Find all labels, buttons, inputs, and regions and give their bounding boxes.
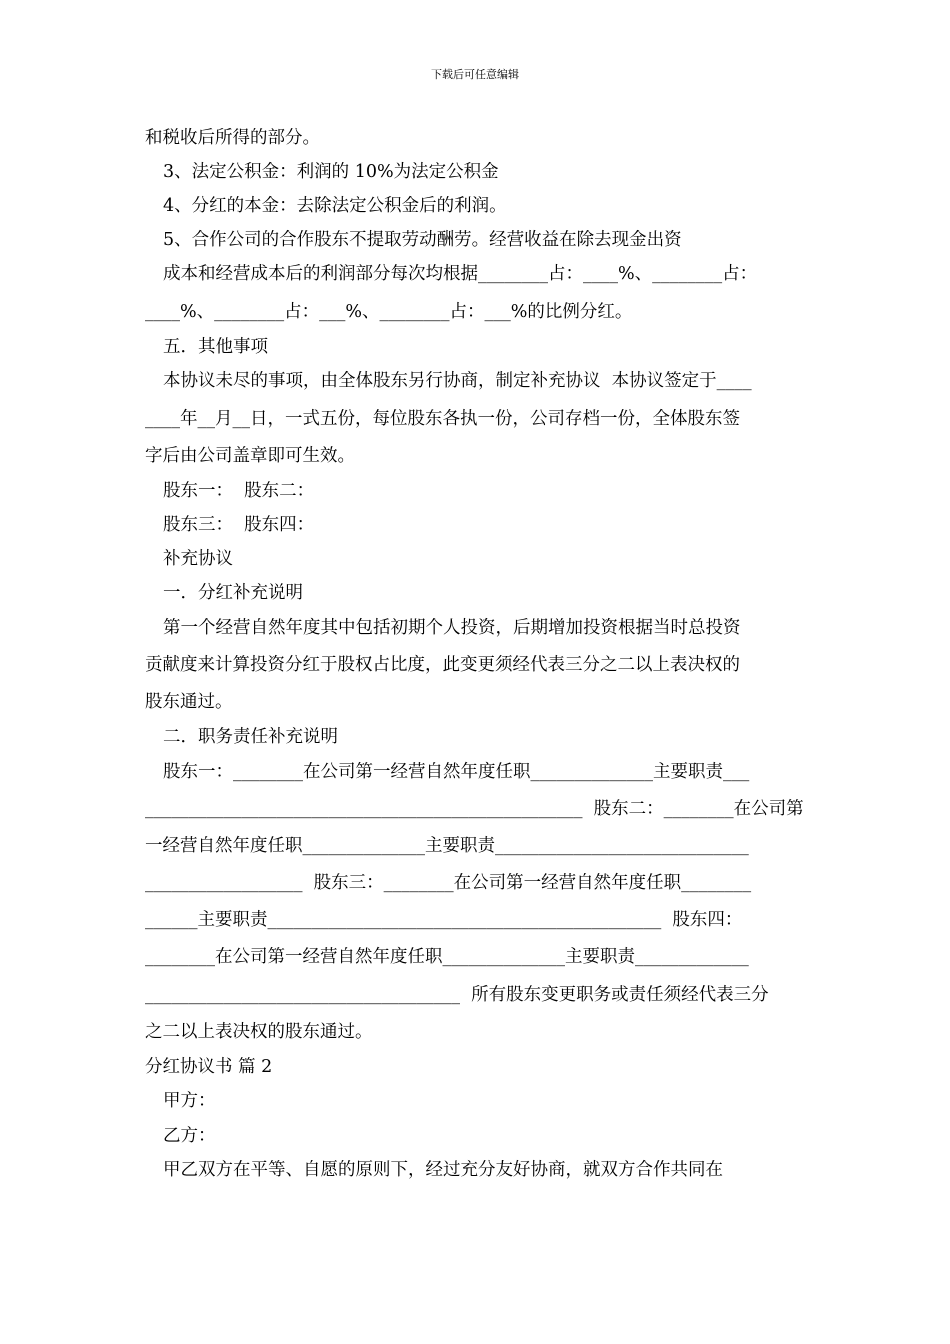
body-line: 字后由公司盖章即可生效。 <box>145 446 355 466</box>
party-a-line: 甲方： <box>163 1091 216 1111</box>
body-line: 5、合作公司的合作股东不提取劳动酬劳。经营收益在除去现金出资 <box>163 230 682 250</box>
body-line: 甲乙双方在平等、自愿的原则下，经过充分友好协商，就双方合作共同在 <box>163 1160 723 1180</box>
body-line: __________________ 股东三：________在公司第一经营自然年度任职________ <box>145 873 752 893</box>
party-b-line: 乙方： <box>163 1126 216 1146</box>
body-line: ____________________________________ 所有股东变更职务或责任须经代表三分 <box>145 985 769 1005</box>
section-heading: 五．其他事项 <box>163 337 268 357</box>
page-header: 下载后可任意编辑 <box>431 68 519 81</box>
section-heading: 二．职务责任补充说明 <box>163 727 338 747</box>
signature-line: 股东三： 股东四： <box>163 515 315 535</box>
body-line: 贡献度来计算投资分红于股权占比度，此变更须经代表三分之二以上表决权的 <box>145 655 740 675</box>
body-line: 和税收后所得的部分。 <box>145 128 320 148</box>
document-title: 分红协议书 篇 2 <box>145 1057 273 1077</box>
body-line: __________________________________________________ 股东二：________在公司第 <box>145 799 804 819</box>
section-heading: 补充协议 <box>163 549 233 569</box>
body-line: ____年__月__日，一式五份，每位股东各执一份，公司存档一份，全体股东签 <box>145 409 740 429</box>
body-line: 股东一：________在公司第一经营自然年度任职______________主要职责___ <box>163 762 750 782</box>
body-line: 本协议未尽的事项，由全体股东另行协商，制定补充协议 本协议签定于____ <box>163 371 752 391</box>
body-line: ________在公司第一经营自然年度任职______________主要职责_____________ <box>145 947 749 967</box>
section-heading: 一．分红补充说明 <box>163 583 303 603</box>
body-line: ______主要职责_____________________________________________ 股东四： <box>145 910 743 930</box>
body-line: 4、分红的本金：去除法定公积金后的利润。 <box>163 196 507 216</box>
body-line: 成本和经营成本后的利润部分每次均根据________占：____%、________占： <box>163 264 758 284</box>
body-line: 之二以上表决权的股东通过。 <box>145 1022 373 1042</box>
body-line: 一经营自然年度任职______________主要职责_____________________________ <box>145 836 749 856</box>
body-line: ____%、________占：___%、________占：___%的比例分红。 <box>145 302 633 322</box>
signature-line: 股东一： 股东二： <box>163 481 315 501</box>
body-line: 第一个经营自然年度其中包括初期个人投资，后期增加投资根据当时总投资 <box>163 618 741 638</box>
body-line: 3、法定公积金：利润的 10%为法定公积金 <box>163 162 499 182</box>
body-line: 股东通过。 <box>145 692 233 712</box>
